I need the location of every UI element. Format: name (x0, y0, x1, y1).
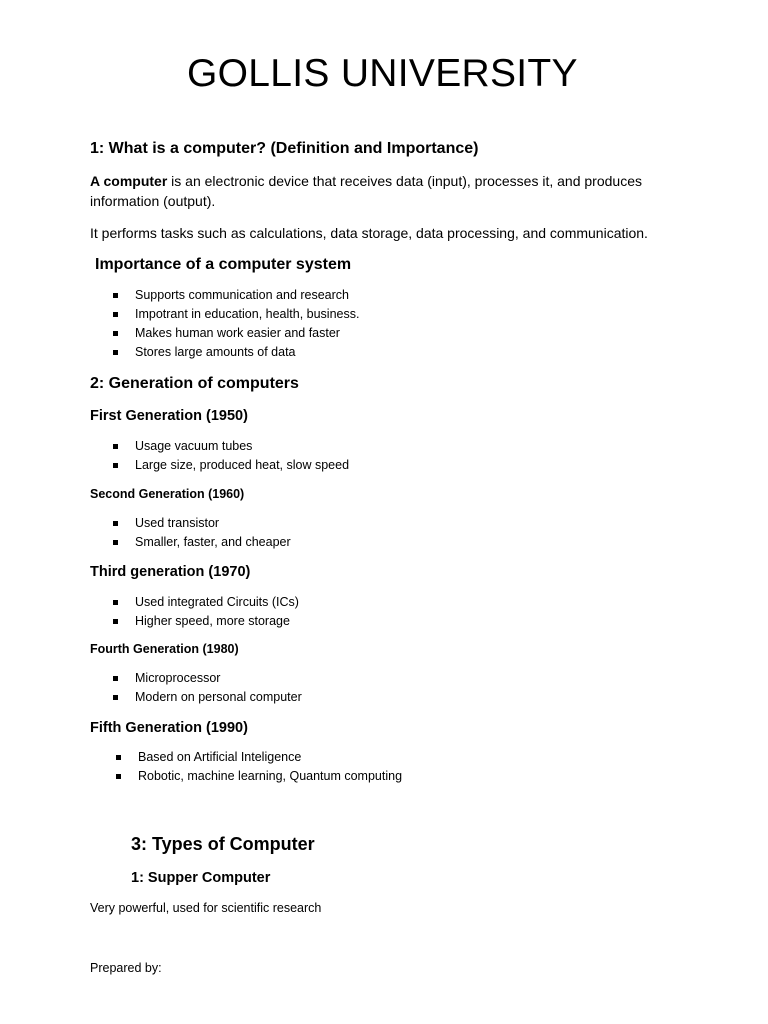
definition-paragraph (90, 171, 642, 191)
list-item: Smaller, faster, and cheaper (90, 533, 291, 552)
generation-5-heading: Fifth Generation (1990) (90, 720, 248, 736)
list-item: Microprocessor (90, 669, 302, 688)
list-item: Makes human work easier and faster (90, 324, 359, 343)
list-item: Used transistor (90, 514, 291, 533)
list-item: Used integrated Circuits (ICs) (90, 593, 299, 612)
generation-1-list (90, 437, 349, 475)
list-item: Usage vacuum tubes (90, 437, 349, 456)
bullet-square-icon (113, 600, 118, 605)
list-item: Large size, produced heat, slow speed (90, 456, 349, 475)
list-item: Supports communication and research (90, 286, 359, 305)
definition-term: A computer (90, 173, 168, 189)
tasks-paragraph: It performs tasks such as calculations, data storage, data processing, and communication. (90, 225, 648, 241)
bullet-square-icon (113, 521, 118, 526)
generation-3-heading: Third generation (1970) (90, 564, 251, 580)
importance-heading: Importance of a computer system (95, 256, 352, 273)
importance-list (90, 286, 359, 362)
generation-5-list (93, 748, 402, 786)
section-3-heading: 3: Types of Computer (131, 834, 315, 854)
bullet-square-icon (113, 676, 118, 681)
list-item: Impotrant in education, health, business. (90, 305, 359, 324)
bullet-square-icon (116, 755, 121, 760)
definition-paragraph-line2: information (output). (90, 193, 216, 209)
list-item: Stores large amounts of data (90, 343, 359, 362)
generation-2-list (90, 514, 291, 552)
bullet-square-icon (113, 331, 118, 336)
definition-text: is an electronic device that receives data (input), processes it, and produces (167, 173, 642, 189)
bullet-square-icon (113, 695, 118, 700)
bullet-square-icon (113, 619, 118, 624)
section-1-heading: 1: What is a computer? (Definition and Importance) (90, 140, 479, 157)
bullet-square-icon (113, 444, 118, 449)
generation-3-list (90, 593, 299, 631)
list-item: Higher speed, more storage (90, 612, 299, 631)
prepared-by-label: Prepared by: (90, 961, 162, 975)
section-2-heading: 2: Generation of computers (90, 375, 299, 392)
bullet-square-icon (113, 293, 118, 298)
bullet-square-icon (116, 774, 121, 779)
generation-4-list (90, 669, 302, 707)
list-item: Modern on personal computer (90, 688, 302, 707)
generation-2-heading: Second Generation (1960) (90, 487, 245, 501)
bullet-square-icon (113, 350, 118, 355)
page-title: GOLLIS UNIVERSITY (187, 52, 578, 95)
generation-4-heading: Fourth Generation (1980) (90, 642, 239, 656)
list-item: Based on Artificial Inteligence (93, 748, 402, 767)
bullet-square-icon (113, 312, 118, 317)
list-item: Robotic, machine learning, Quantum computing (93, 767, 402, 786)
bullet-square-icon (113, 540, 118, 545)
supper-computer-text: Very powerful, used for scientific research (90, 901, 322, 915)
supper-computer-heading: 1: Supper Computer (131, 870, 271, 886)
bullet-square-icon (113, 463, 118, 468)
generation-1-heading: First Generation (1950) (90, 408, 248, 424)
